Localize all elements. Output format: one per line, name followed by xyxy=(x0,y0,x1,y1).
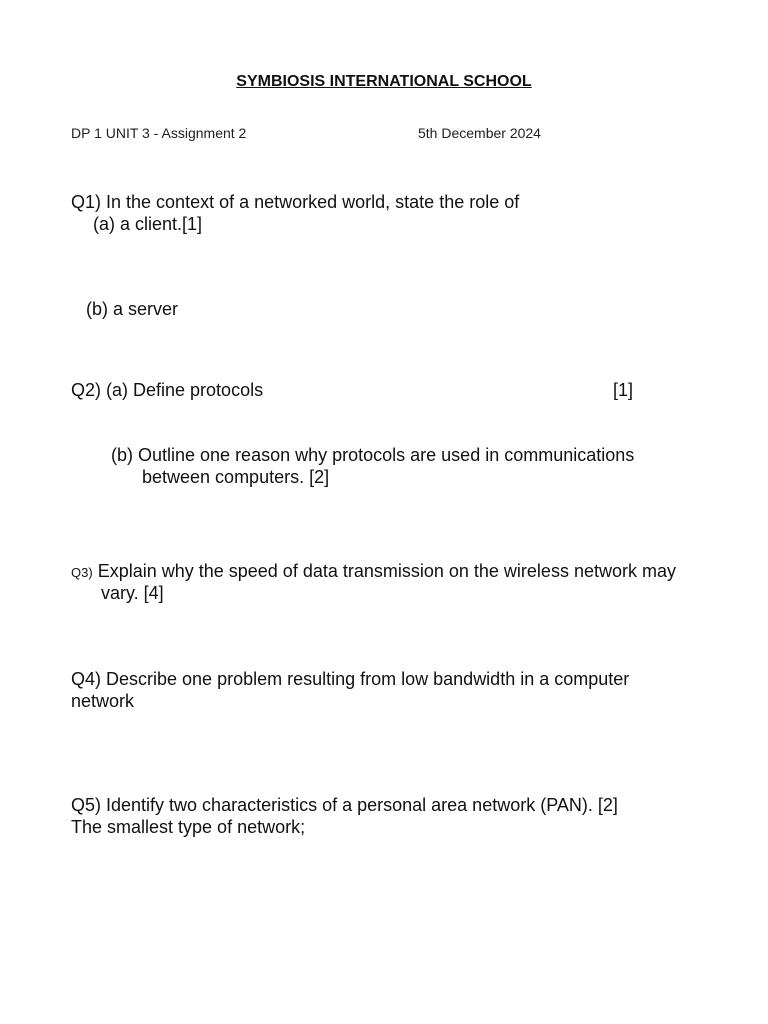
q4-line1: Q4) Describe one problem resulting from low bandwidth in a computer xyxy=(71,669,630,689)
q1-part-b: (b) a server xyxy=(86,299,179,319)
q4-line2: network xyxy=(71,691,135,711)
q3-text: Explain why the speed of data transmission on the wireless network may xyxy=(97,561,676,581)
school-title: SYMBIOSIS INTERNATIONAL SCHOOL xyxy=(236,73,532,90)
q5-line2: The smallest type of network; xyxy=(71,817,306,837)
q1-stem: Q1) In the context of a networked world, state the role of xyxy=(71,192,520,212)
q3-label: Q3) xyxy=(71,565,93,580)
assignment-label: DP 1 UNIT 3 - Assignment 2 xyxy=(71,125,247,141)
q2-part-b-line2: between computers. [2] xyxy=(142,467,330,487)
q5-line1: Q5) Identify two characteristics of a personal area network (PAN). [2] xyxy=(71,795,618,815)
q2-part-a-marks: [1] xyxy=(613,380,634,400)
q1-part-a: (a) a client.[1] xyxy=(93,214,203,234)
q2-part-a: Q2) (a) Define protocols xyxy=(71,380,264,400)
q2-part-b-line1: (b) Outline one reason why protocols are used in communications xyxy=(111,445,635,465)
assignment-date: 5th December 2024 xyxy=(418,125,541,141)
q3-line2: vary. [4] xyxy=(101,583,164,603)
q3-line1 xyxy=(71,560,676,584)
